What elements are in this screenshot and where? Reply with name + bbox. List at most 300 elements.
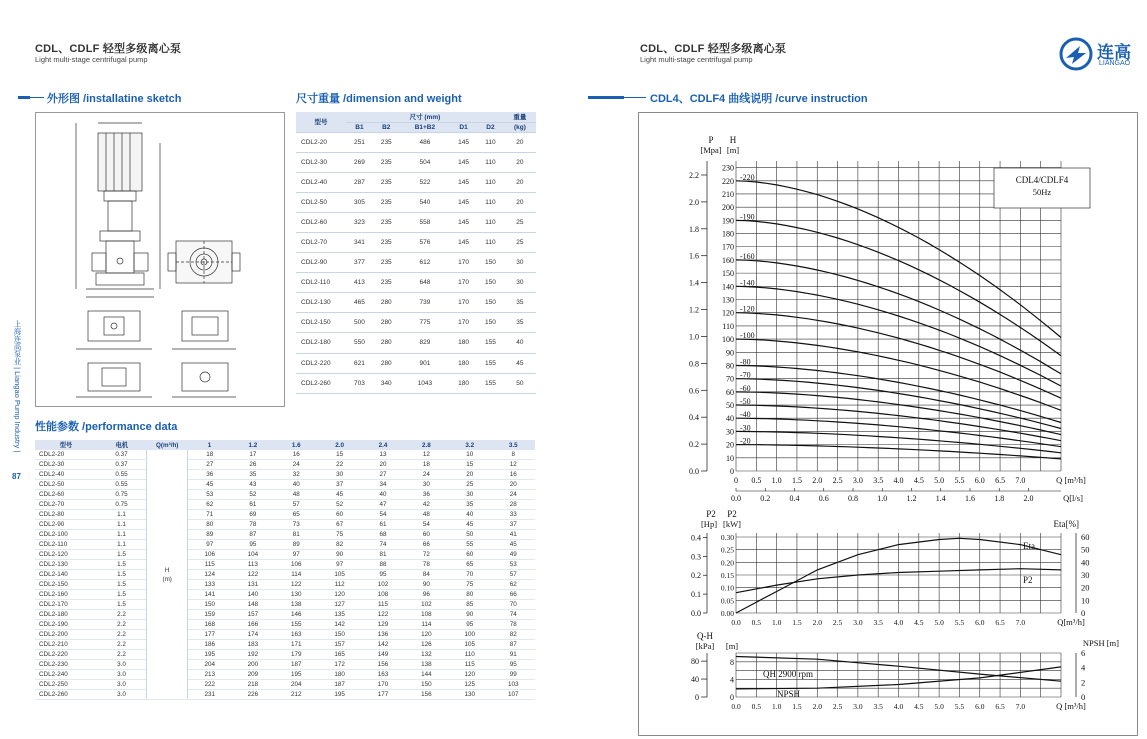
m-tick-label: 4 bbox=[730, 675, 734, 685]
table-row bbox=[35, 530, 535, 540]
x-tick-label: 3.0 bbox=[853, 618, 863, 627]
table-cell: 80 bbox=[188, 520, 231, 530]
table-cell: 576 bbox=[400, 232, 450, 252]
table-cell: 621 bbox=[346, 353, 373, 373]
kw-tick-label: 0.10 bbox=[720, 583, 734, 593]
table-cell: 155 bbox=[275, 620, 318, 630]
table-row bbox=[35, 660, 535, 670]
series-label: -30 bbox=[740, 423, 751, 433]
table-cell: 157 bbox=[318, 640, 361, 650]
table-cell: 122 bbox=[231, 570, 274, 580]
table-cell: 32 bbox=[275, 470, 318, 480]
x2-tick-label: 1.0 bbox=[877, 494, 888, 503]
x-tick-label: 4.0 bbox=[893, 702, 904, 711]
table-cell: 66 bbox=[491, 590, 535, 600]
table-cell: 235 bbox=[373, 212, 400, 232]
x-tick-label: 5.0 bbox=[934, 618, 944, 627]
x-tick-label: 3.0 bbox=[852, 476, 863, 485]
table-cell: 114 bbox=[275, 570, 318, 580]
table-cell: 2.2 bbox=[97, 640, 147, 650]
table-cell: 75 bbox=[448, 580, 491, 590]
table-cell: 43 bbox=[231, 480, 274, 490]
table-cell: CDL2-120 bbox=[35, 550, 97, 560]
table-cell: 87 bbox=[231, 530, 274, 540]
table-row bbox=[296, 373, 536, 393]
section-bar-right-thin bbox=[624, 97, 646, 98]
table-cell: CDL2-70 bbox=[35, 500, 97, 510]
table-cell: CDL2-40 bbox=[296, 172, 346, 192]
page-header-subtitle-left: Light multi-stage centrifugal pump bbox=[35, 55, 148, 64]
table-cell: 89 bbox=[188, 530, 231, 540]
hp-tick-label: 0.3 bbox=[691, 552, 701, 562]
legend-subtitle: 50Hz bbox=[1032, 187, 1052, 197]
p-tick-label: 0.4 bbox=[689, 413, 699, 423]
y-axis-unit-kw: [kW] bbox=[723, 519, 741, 529]
x-tick-label: 0.5 bbox=[751, 618, 761, 627]
table-cell: 163 bbox=[275, 630, 318, 640]
table-cell: 78 bbox=[405, 560, 448, 570]
table-cell: CDL2-130 bbox=[35, 560, 97, 570]
perf-h-unit: (m) bbox=[162, 575, 172, 583]
kpa-tick-label: 40 bbox=[691, 675, 699, 685]
table-cell: 130 bbox=[448, 690, 491, 700]
table-cell: CDL2-220 bbox=[296, 353, 346, 373]
table-cell: 340 bbox=[373, 373, 400, 393]
logo-sub: LIANGAO bbox=[1099, 60, 1131, 67]
y-tick-label: 200 bbox=[722, 203, 734, 213]
table-cell: 81 bbox=[361, 550, 404, 560]
y-axis-unit-m: [m] bbox=[725, 641, 739, 651]
table-cell: CDL2-40 bbox=[35, 470, 97, 480]
x-tick-label: 2.0 bbox=[812, 618, 822, 627]
table-cell: 2.2 bbox=[97, 620, 147, 630]
eta-tick-label: 50 bbox=[1081, 544, 1090, 555]
table-cell: CDL2-140 bbox=[35, 570, 97, 580]
table-cell: 3.0 bbox=[97, 690, 147, 700]
y-tick-label: 50 bbox=[726, 401, 734, 411]
table-row bbox=[35, 690, 535, 700]
table-cell: 68 bbox=[361, 530, 404, 540]
table-cell: 145 bbox=[450, 192, 477, 212]
table-cell: 36 bbox=[188, 470, 231, 480]
table-cell: 82 bbox=[491, 630, 535, 640]
m-tick-label: 8 bbox=[730, 657, 734, 667]
x-tick-label: 0.0 bbox=[731, 702, 741, 711]
table-cell: 1043 bbox=[400, 373, 450, 393]
table-cell: 18 bbox=[188, 450, 231, 460]
table-row bbox=[35, 540, 535, 550]
table-cell: 213 bbox=[188, 670, 231, 680]
y-axis-unit-p: [Mpa] bbox=[700, 145, 722, 155]
table-cell: 235 bbox=[373, 172, 400, 192]
table-cell: 177 bbox=[188, 630, 231, 640]
p-tick-label: 1.6 bbox=[689, 251, 699, 261]
x-tick-label: 1.5 bbox=[791, 476, 802, 485]
x-tick-label: 2.5 bbox=[832, 702, 843, 711]
y-tick-label: 210 bbox=[722, 189, 734, 199]
perf-header-cell: 2.4 bbox=[361, 440, 404, 450]
x-tick-label: 4.5 bbox=[914, 618, 924, 627]
table-cell: 54 bbox=[361, 510, 404, 520]
table-cell: 1.5 bbox=[97, 560, 147, 570]
table-cell: 124 bbox=[188, 570, 231, 580]
curve-chart-panel bbox=[638, 112, 1138, 736]
series-label: -50 bbox=[740, 397, 751, 407]
table-row bbox=[296, 293, 536, 313]
x2-tick-label: 0.8 bbox=[848, 494, 858, 503]
table-cell: 45 bbox=[188, 480, 231, 490]
npsh-tick-label: 0 bbox=[1081, 692, 1086, 702]
logo-name: 连高 bbox=[1097, 43, 1131, 62]
table-cell: 110 bbox=[477, 212, 504, 232]
table-cell: 522 bbox=[400, 172, 450, 192]
table-cell: 62 bbox=[491, 580, 535, 590]
table-row bbox=[296, 172, 536, 192]
x-tick-label: 4.5 bbox=[914, 702, 924, 711]
table-cell: 95 bbox=[491, 660, 535, 670]
x2-tick-label: 1.8 bbox=[994, 494, 1005, 503]
table-cell: CDL2-260 bbox=[296, 373, 346, 393]
table-cell: 15 bbox=[448, 460, 491, 470]
table-row bbox=[35, 650, 535, 660]
section-bar-thin bbox=[30, 97, 44, 98]
table-cell: 40 bbox=[504, 333, 536, 353]
table-row bbox=[35, 570, 535, 580]
table-cell: 69 bbox=[231, 510, 274, 520]
table-cell: 829 bbox=[400, 333, 450, 353]
table-row bbox=[35, 630, 535, 640]
dim-col: D1 bbox=[450, 122, 477, 132]
table-row bbox=[35, 480, 535, 490]
installation-sketch bbox=[35, 112, 285, 407]
table-cell: 24 bbox=[491, 490, 535, 500]
table-cell: 130 bbox=[275, 590, 318, 600]
table-cell: 90 bbox=[318, 550, 361, 560]
table-cell: 78 bbox=[491, 620, 535, 630]
table-cell: 50 bbox=[448, 530, 491, 540]
table-row bbox=[35, 450, 535, 460]
table-cell: 235 bbox=[373, 273, 400, 293]
table-cell: 40 bbox=[361, 490, 404, 500]
dimension-table-body bbox=[296, 132, 536, 393]
table-cell: 45 bbox=[504, 353, 536, 373]
table-cell: 155 bbox=[477, 333, 504, 353]
qh-annotation: QH 2900 rpm bbox=[763, 669, 813, 679]
table-cell: 3.0 bbox=[97, 680, 147, 690]
curve-charts-svg bbox=[639, 113, 1137, 735]
x-tick-label: 1.5 bbox=[792, 702, 802, 711]
table-cell: 146 bbox=[275, 610, 318, 620]
table-row bbox=[35, 490, 535, 500]
table-cell: 100 bbox=[448, 630, 491, 640]
table-cell: 87 bbox=[491, 640, 535, 650]
x-tick-label: 1.0 bbox=[771, 476, 782, 485]
table-cell: 172 bbox=[318, 660, 361, 670]
table-cell: 74 bbox=[361, 540, 404, 550]
table-cell: 187 bbox=[275, 660, 318, 670]
table-cell: 145 bbox=[450, 212, 477, 232]
table-cell: 131 bbox=[231, 580, 274, 590]
table-cell: 62 bbox=[188, 500, 231, 510]
table-cell: 24 bbox=[405, 470, 448, 480]
series-label: -20 bbox=[740, 436, 751, 446]
x2-tick-label: 2.0 bbox=[1023, 494, 1034, 503]
performance-table bbox=[35, 440, 535, 700]
table-cell: CDL2-180 bbox=[35, 610, 97, 620]
dim-col: B1 bbox=[346, 122, 373, 132]
table-cell: 157 bbox=[231, 610, 274, 620]
table-row bbox=[296, 152, 536, 172]
table-cell: 60 bbox=[448, 550, 491, 560]
table-cell: 37 bbox=[318, 480, 361, 490]
table-cell: 114 bbox=[405, 620, 448, 630]
table-cell: 47 bbox=[361, 500, 404, 510]
series-label: -120 bbox=[740, 304, 755, 314]
table-cell: 1.1 bbox=[97, 520, 147, 530]
table-cell: 53 bbox=[188, 490, 231, 500]
eta-tick-label: 40 bbox=[1081, 557, 1090, 568]
series-label: -60 bbox=[740, 383, 751, 393]
x-tick-label: 3.0 bbox=[853, 702, 863, 711]
table-cell: 2.2 bbox=[97, 630, 147, 640]
x-tick-label: 5.0 bbox=[934, 476, 945, 485]
table-cell: CDL2-200 bbox=[35, 630, 97, 640]
table-row bbox=[296, 132, 536, 152]
x-tick-label: 1.0 bbox=[771, 702, 782, 711]
table-cell: 33 bbox=[491, 510, 535, 520]
table-cell: 30 bbox=[405, 480, 448, 490]
table-cell: 558 bbox=[400, 212, 450, 232]
table-cell: 145 bbox=[450, 152, 477, 172]
table-row bbox=[296, 232, 536, 252]
table-cell: 120 bbox=[405, 630, 448, 640]
table-cell: 105 bbox=[448, 640, 491, 650]
p-tick-label: 2.0 bbox=[689, 197, 699, 207]
table-cell: 55 bbox=[448, 540, 491, 550]
table-cell: 49 bbox=[491, 550, 535, 560]
x-tick-label: 2.0 bbox=[812, 476, 823, 485]
table-cell: 110 bbox=[448, 650, 491, 660]
y-axis-label-p: P bbox=[708, 135, 714, 145]
y-tick-label: 170 bbox=[722, 242, 734, 252]
x-tick-label: 6.5 bbox=[995, 476, 1006, 485]
table-cell: CDL2-240 bbox=[35, 670, 97, 680]
table-cell: 22 bbox=[318, 460, 361, 470]
x2-tick-label: 1.4 bbox=[935, 494, 946, 503]
table-cell: 126 bbox=[405, 640, 448, 650]
table-cell: 413 bbox=[346, 273, 373, 293]
table-cell: 166 bbox=[231, 620, 274, 630]
table-cell: CDL2-30 bbox=[296, 152, 346, 172]
table-cell: 71 bbox=[188, 510, 231, 520]
x-axis-label: Q [m³/h] bbox=[1056, 701, 1086, 711]
table-cell: 26 bbox=[231, 460, 274, 470]
y-tick-label: 140 bbox=[722, 282, 734, 292]
perf-header-cell: 电机 bbox=[97, 440, 147, 450]
hp-tick-label: 0.4 bbox=[691, 533, 701, 543]
x-tick-label: 6.0 bbox=[975, 618, 985, 627]
kw-tick-label: 0.05 bbox=[720, 596, 734, 606]
table-cell: 45 bbox=[491, 540, 535, 550]
table-cell: CDL2-180 bbox=[296, 333, 346, 353]
table-cell: 65 bbox=[448, 560, 491, 570]
kw-tick-label: 0.20 bbox=[720, 558, 734, 568]
table-cell: 89 bbox=[275, 540, 318, 550]
table-cell: 16 bbox=[275, 450, 318, 460]
table-cell: 486 bbox=[400, 132, 450, 152]
eta-tick-label: 30 bbox=[1081, 570, 1090, 580]
x-tick-label: 0.5 bbox=[751, 476, 762, 485]
table-cell: CDL2-160 bbox=[35, 590, 97, 600]
x-tick-label: 5.0 bbox=[934, 702, 944, 711]
y-axis-label-p2-hp: P2 bbox=[706, 509, 716, 519]
table-cell: 1.5 bbox=[97, 590, 147, 600]
table-cell: 377 bbox=[346, 253, 373, 273]
table-cell: 110 bbox=[477, 132, 504, 152]
table-cell: 168 bbox=[188, 620, 231, 630]
perf-header-cell: 2.0 bbox=[318, 440, 361, 450]
x-tick-label: 5.5 bbox=[954, 702, 965, 711]
x-tick-label: 3.5 bbox=[873, 702, 883, 711]
table-cell: 125 bbox=[448, 680, 491, 690]
table-cell: 115 bbox=[361, 600, 404, 610]
table-cell: 35 bbox=[504, 313, 536, 333]
table-cell: 74 bbox=[491, 610, 535, 620]
table-cell: 108 bbox=[405, 610, 448, 620]
table-row bbox=[35, 580, 535, 590]
table-cell: 52 bbox=[318, 500, 361, 510]
x2-tick-label: 0.0 bbox=[731, 494, 741, 503]
page-header-title-right: CDL、CDLF 轻型多级离心泵 bbox=[640, 43, 787, 55]
table-row bbox=[35, 470, 535, 480]
page-header-subtitle-right: Light multi-stage centrifugal pump bbox=[640, 55, 753, 64]
table-cell: 95 bbox=[231, 540, 274, 550]
table-cell: 179 bbox=[275, 650, 318, 660]
dimension-table bbox=[296, 112, 536, 394]
table-cell: CDL2-50 bbox=[296, 192, 346, 212]
kw-tick-label: 0.00 bbox=[720, 609, 734, 618]
table-cell: 235 bbox=[373, 152, 400, 172]
x-tick-label: 1.0 bbox=[771, 618, 782, 627]
table-cell: 156 bbox=[361, 660, 404, 670]
table-cell: 103 bbox=[491, 680, 535, 690]
table-cell: 18 bbox=[405, 460, 448, 470]
table-row bbox=[296, 273, 536, 293]
table-row bbox=[35, 550, 535, 560]
y-tick-label: 130 bbox=[722, 295, 734, 305]
table-cell: 500 bbox=[346, 313, 373, 333]
x-tick-label: 1.5 bbox=[792, 618, 802, 627]
table-cell: 115 bbox=[448, 660, 491, 670]
x-tick-label: 0 bbox=[734, 476, 738, 485]
table-cell: 209 bbox=[231, 670, 274, 680]
table-cell: 110 bbox=[477, 232, 504, 252]
table-cell: CDL2-110 bbox=[296, 273, 346, 293]
table-cell: 110 bbox=[477, 192, 504, 212]
liangao-logo-icon bbox=[1058, 36, 1094, 72]
table-cell: 280 bbox=[373, 353, 400, 373]
table-row bbox=[296, 313, 536, 333]
table-cell: 180 bbox=[450, 333, 477, 353]
table-cell: 41 bbox=[491, 530, 535, 540]
perf-header-cell: Q(m³/h) bbox=[147, 440, 188, 450]
table-cell: 122 bbox=[361, 610, 404, 620]
table-cell: CDL2-50 bbox=[35, 480, 97, 490]
table-cell: 85 bbox=[448, 600, 491, 610]
table-cell: 120 bbox=[448, 670, 491, 680]
table-cell: 150 bbox=[188, 600, 231, 610]
sidebar-text: 上海连高泵业 | Liangao Pump Industry | bbox=[13, 320, 22, 453]
table-cell: 35 bbox=[504, 293, 536, 313]
legend-title: CDL4/CDLF4 bbox=[1015, 175, 1069, 185]
series-label: -70 bbox=[740, 370, 751, 380]
table-row bbox=[296, 192, 536, 212]
table-cell: 90 bbox=[405, 580, 448, 590]
perf-header-cell: 3.5 bbox=[491, 440, 535, 450]
table-cell: 775 bbox=[400, 313, 450, 333]
x-tick-label: 5.5 bbox=[954, 476, 965, 485]
y-axis-label-p2-kw: P2 bbox=[727, 509, 737, 519]
table-cell: 20 bbox=[504, 172, 536, 192]
table-cell: 36 bbox=[405, 490, 448, 500]
table-cell: 305 bbox=[346, 192, 373, 212]
p-tick-label: 1.4 bbox=[689, 278, 699, 288]
table-cell: 65 bbox=[275, 510, 318, 520]
x-tick-label: 3.5 bbox=[873, 618, 883, 627]
table-cell: 280 bbox=[373, 333, 400, 353]
table-cell: CDL2-230 bbox=[35, 660, 97, 670]
table-cell: 222 bbox=[188, 680, 231, 690]
table-cell: 739 bbox=[400, 293, 450, 313]
table-cell: 20 bbox=[504, 192, 536, 212]
table-cell: 66 bbox=[405, 540, 448, 550]
table-cell: 95 bbox=[361, 570, 404, 580]
table-cell: 235 bbox=[373, 192, 400, 212]
table-cell: 177 bbox=[361, 690, 404, 700]
eta-tick-label: 60 bbox=[1081, 532, 1090, 542]
table-cell: 102 bbox=[361, 580, 404, 590]
table-cell: 540 bbox=[400, 192, 450, 212]
table-cell: 10 bbox=[448, 450, 491, 460]
table-cell: 120 bbox=[318, 590, 361, 600]
table-cell: 34 bbox=[361, 480, 404, 490]
p-tick-label: 0.8 bbox=[689, 359, 699, 369]
table-cell: 159 bbox=[188, 610, 231, 620]
y-tick-label: 180 bbox=[722, 229, 734, 239]
table-cell: CDL2-30 bbox=[35, 460, 97, 470]
table-cell: 156 bbox=[405, 690, 448, 700]
perf-header-cell: 1 bbox=[188, 440, 231, 450]
table-row bbox=[35, 510, 535, 520]
table-cell: 81 bbox=[275, 530, 318, 540]
table-row bbox=[35, 520, 535, 530]
table-cell: 186 bbox=[188, 640, 231, 650]
table-cell: 703 bbox=[346, 373, 373, 393]
table-cell: 0.37 bbox=[97, 450, 147, 460]
table-cell: 30 bbox=[448, 490, 491, 500]
table-row bbox=[296, 333, 536, 353]
table-cell: 12 bbox=[405, 450, 448, 460]
table-cell: CDL2-20 bbox=[296, 132, 346, 152]
dim-col: B2 bbox=[373, 122, 400, 132]
eta-tick-label: 0 bbox=[1081, 608, 1086, 618]
table-cell: CDL2-210 bbox=[35, 640, 97, 650]
series-label: -40 bbox=[740, 410, 751, 420]
y-tick-label: 30 bbox=[726, 427, 734, 437]
table-cell: 61 bbox=[231, 500, 274, 510]
table-cell: 30 bbox=[318, 470, 361, 480]
table-cell: 37 bbox=[491, 520, 535, 530]
